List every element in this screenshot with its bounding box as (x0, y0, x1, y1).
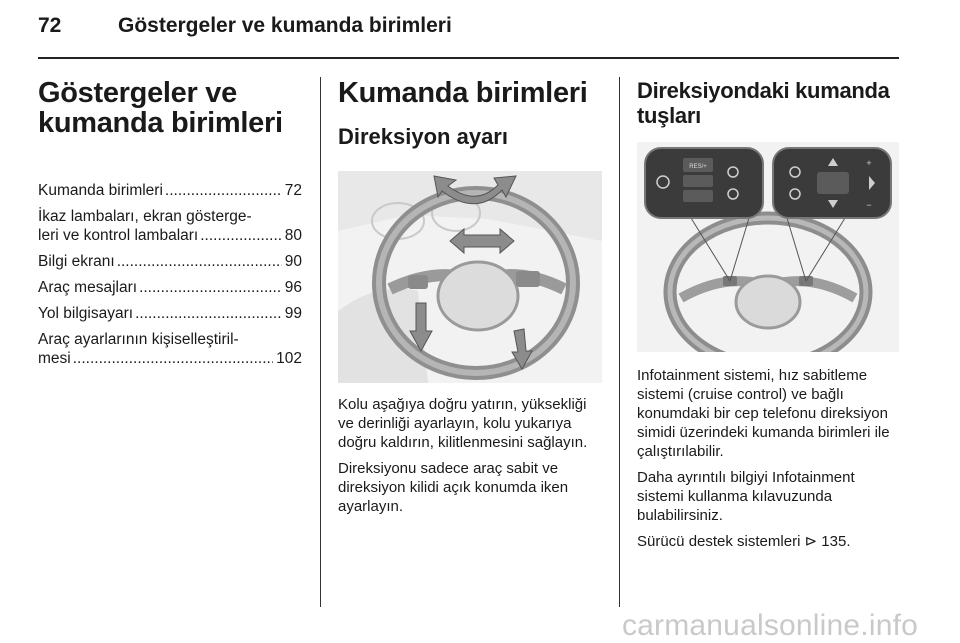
toc-entry-line (38, 181, 302, 200)
toc-page-number: 96 (284, 279, 302, 296)
chapter-contents-column (38, 78, 302, 375)
steering-wheel-controls-column (637, 78, 901, 558)
toc-entry-text-line: Araç ayarlarının kişiselleştiril- (38, 331, 239, 348)
toc-entry-title: Bilgi ekranı (38, 253, 115, 270)
controls-title-line1: Direksiyondaki kumanda (637, 78, 890, 103)
toc-page-number: 80 (284, 227, 302, 244)
running-header: Göstergeler ve kumanda birimleri (118, 14, 452, 37)
toc-page-number: 90 (284, 253, 302, 270)
res-plus-button-label: RES/+ (689, 164, 707, 170)
toc-entry[interactable] (38, 252, 302, 271)
svg-text:+: + (866, 158, 872, 168)
toc-entry[interactable] (38, 181, 302, 200)
toc-leader-dots (135, 304, 282, 323)
section-title: Kumanda birimleri (338, 77, 588, 109)
driver-assistance-reference: Sürücü destek sistemleri ⊳ 135. (637, 533, 851, 550)
toc-entry[interactable] (38, 207, 302, 245)
steering-adjustment-column (338, 78, 602, 523)
watermark: carmanualsonline.info (621, 609, 918, 642)
toc-page-number: 72 (284, 182, 302, 199)
toc-page-number: 99 (284, 305, 302, 322)
toc-entry-text-line: İkaz lambaları, ekran gösterge- (38, 208, 252, 225)
toc-leader-dots (73, 349, 273, 368)
subsection-title: Direksiyon ayarı (338, 124, 508, 149)
controls-section-title (637, 78, 901, 128)
svg-text:−: − (866, 200, 872, 210)
toc-entry-title: Yol bilgisayarı (38, 305, 134, 322)
toc-entry-line (38, 349, 302, 368)
infotainment-manual-reference: Daha ayrıntılı bilgiyi Infotainment sistemi kullanma kılavuzunda bulabilirsiniz. (637, 469, 855, 524)
toc-entry-line (38, 304, 302, 323)
toc-leader-dots (200, 226, 282, 245)
toc-leader-dots (139, 278, 282, 297)
steering-wheel-controls-illustration (637, 142, 899, 352)
toc-leader-dots (165, 181, 282, 200)
table-of-contents (38, 181, 302, 368)
steering-adjustment-warning: Direksiyonu sadece araç sabit ve direksiyon kilidi açık konumda iken ayarlayın. (338, 460, 569, 515)
page-number: 72 (38, 14, 62, 37)
toc-entry-line (38, 226, 302, 245)
column-divider-1 (320, 77, 321, 607)
toc-entry[interactable] (38, 278, 302, 297)
controls-title-line2: tuşları (637, 103, 701, 128)
column-divider-2 (619, 77, 620, 607)
toc-entry[interactable] (38, 304, 302, 323)
toc-entry-line (38, 252, 302, 271)
chapter-title-line1: Göstergeler ve (38, 77, 237, 109)
toc-leader-dots (117, 252, 282, 271)
toc-entry-line (38, 278, 302, 297)
header-rule (38, 57, 899, 59)
steering-wheel-adjustment-illustration (338, 171, 602, 383)
steering-adjustment-instruction: Kolu aşağıya doğru yatırın, yüksekliği ve derinliği ayarlayın, kolu yukarıya doğru kaldırın, kilitlenmesini sağlayın. (338, 396, 588, 451)
toc-entry-title: mesi (38, 350, 71, 367)
toc-entry-title: Araç mesajları (38, 279, 138, 296)
toc-entry-title: Kumanda birimleri (38, 182, 163, 199)
toc-entry-title: leri ve kontrol lambaları (38, 227, 199, 244)
controls-description: Infotainment sistemi, hız sabitleme sistemi (cruise control) ve bağlı konumdaki bir cep telefonu direksiyon simidi üzerindeki kumanda birimleri ile çalıştırılabilir. (637, 367, 890, 460)
chapter-title (38, 78, 302, 138)
chapter-title-line2: kumanda birimleri (38, 107, 283, 139)
toc-entry[interactable] (38, 330, 302, 368)
toc-page-number: 102 (276, 350, 302, 367)
